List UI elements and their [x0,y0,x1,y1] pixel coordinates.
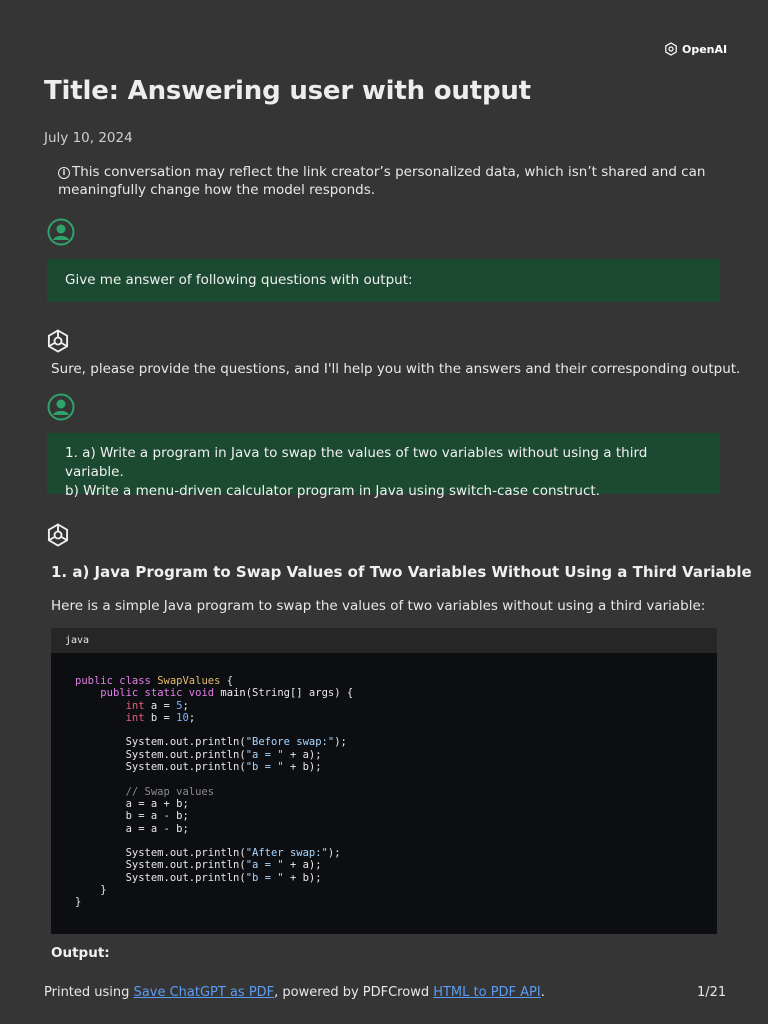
user-message [47,433,720,499]
user-avatar-icon [47,218,75,246]
openai-logo [663,41,727,57]
code-block[interactable] [51,628,717,934]
output-label: Output: [51,945,110,961]
answer-intro: Here is a simple Java program to swap the values of two variables without using a third variable: [51,598,706,614]
html-to-pdf-api-link[interactable]: HTML to PDF API [433,985,541,1000]
personalization-notice [58,163,708,199]
notice-text: This conversation may reflect the link creator’s personalized data, which isn’t shared and can meaningfully change how the model responds. [58,164,706,198]
conversation-date: July 10, 2024 [44,130,133,146]
openai-logo-icon [663,41,679,57]
user-message-text: Give me answer of following questions with output: [65,272,413,288]
chatgpt-avatar-icon [44,327,72,355]
page-number: 1/21 [697,985,727,1000]
chatgpt-avatar-icon [44,521,72,549]
footer-middle: , powered by PDFCrowd [274,985,434,1000]
openai-logo-text: OpenAI [682,42,728,56]
assistant-message: Sure, please provide the questions, and I'll help you with the answers and their corresponding output. [51,361,741,377]
user-message [47,259,720,302]
code-content[interactable]: public class SwapValues { public static void main(String[] args) { int a = 5; int b = 10; System.out.println("Before swap:"); System.out.println("a = " + a); System.out.println("b = " + b); // Swap values a = a + b; b = a - b; a = a - b; System.out.println("After swap:"); System.out.println("a = " + a); System.out.println("b = " + b); } } [75,675,354,909]
user-message-line: 1. a) Write a program in Java to swap the values of two variables without using a third variable. [65,445,648,480]
save-chatgpt-pdf-link[interactable]: Save ChatGPT as PDF [133,985,275,1000]
page-title: Title: Answering user with output [44,76,531,106]
user-message-line: b) Write a menu-driven calculator program in Java using switch-case construct. [65,483,600,499]
answer-heading: 1. a) Java Program to Swap Values of Two Variables Without Using a Third Variable [51,563,752,581]
footer-suffix: . [540,985,545,1000]
info-icon: i [58,167,70,179]
footer-prefix: Printed using [44,985,134,1000]
print-footer [44,985,545,1000]
code-language-label: java [51,628,717,653]
user-avatar-icon [47,393,75,421]
